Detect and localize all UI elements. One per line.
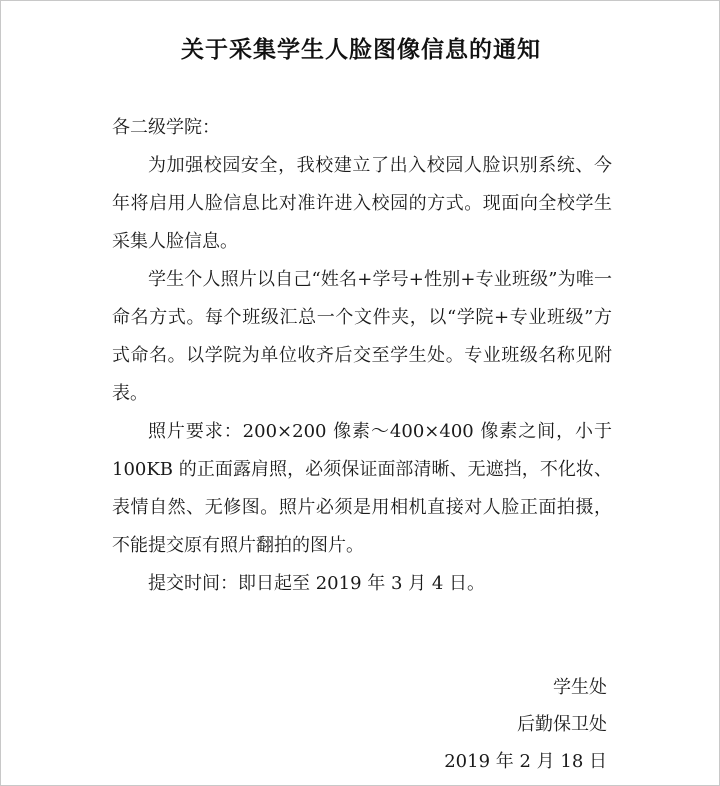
signature-office-student-affairs: 学生处 bbox=[553, 677, 607, 698]
salutation: 各二级学院： bbox=[112, 117, 220, 138]
document-body bbox=[112, 109, 612, 603]
document-title: 关于采集学生人脸图像信息的通知 bbox=[181, 37, 541, 63]
signature-block bbox=[444, 669, 607, 780]
paragraph-purpose: 为加强校园安全，我校建立了出入校园人脸识别系统、今年将启用人脸信息比对准许进入校园的方式。现面向全校学生采集人脸信息。 bbox=[112, 155, 612, 252]
signature-date: 2019 年 2 月 18 日 bbox=[444, 751, 607, 772]
paragraph-naming: 学生个人照片以自己“姓名+学号+性别+专业班级”为唯一命名方式。每个班级汇总一个文件夹，以“学院+专业班级”方式命名。以学院为单位收齐后交至学生处。专业班级名称见附表。 bbox=[112, 269, 612, 404]
paragraph-photo-requirements: 照片要求：200×200 像素～400×400 像素之间，小于100KB 的正面露肩照，必须保证面部清晰、无遮挡，不化妆、表情自然、无修图。照片必须是用相机直接对人脸正面拍摄，不能提交原有照片翻拍的图片。 bbox=[112, 421, 612, 556]
paragraph-deadline: 提交时间：即日起至 2019 年 3 月 4 日。 bbox=[148, 573, 486, 594]
signature-office-logistics-security: 后勤保卫处 bbox=[517, 714, 607, 735]
